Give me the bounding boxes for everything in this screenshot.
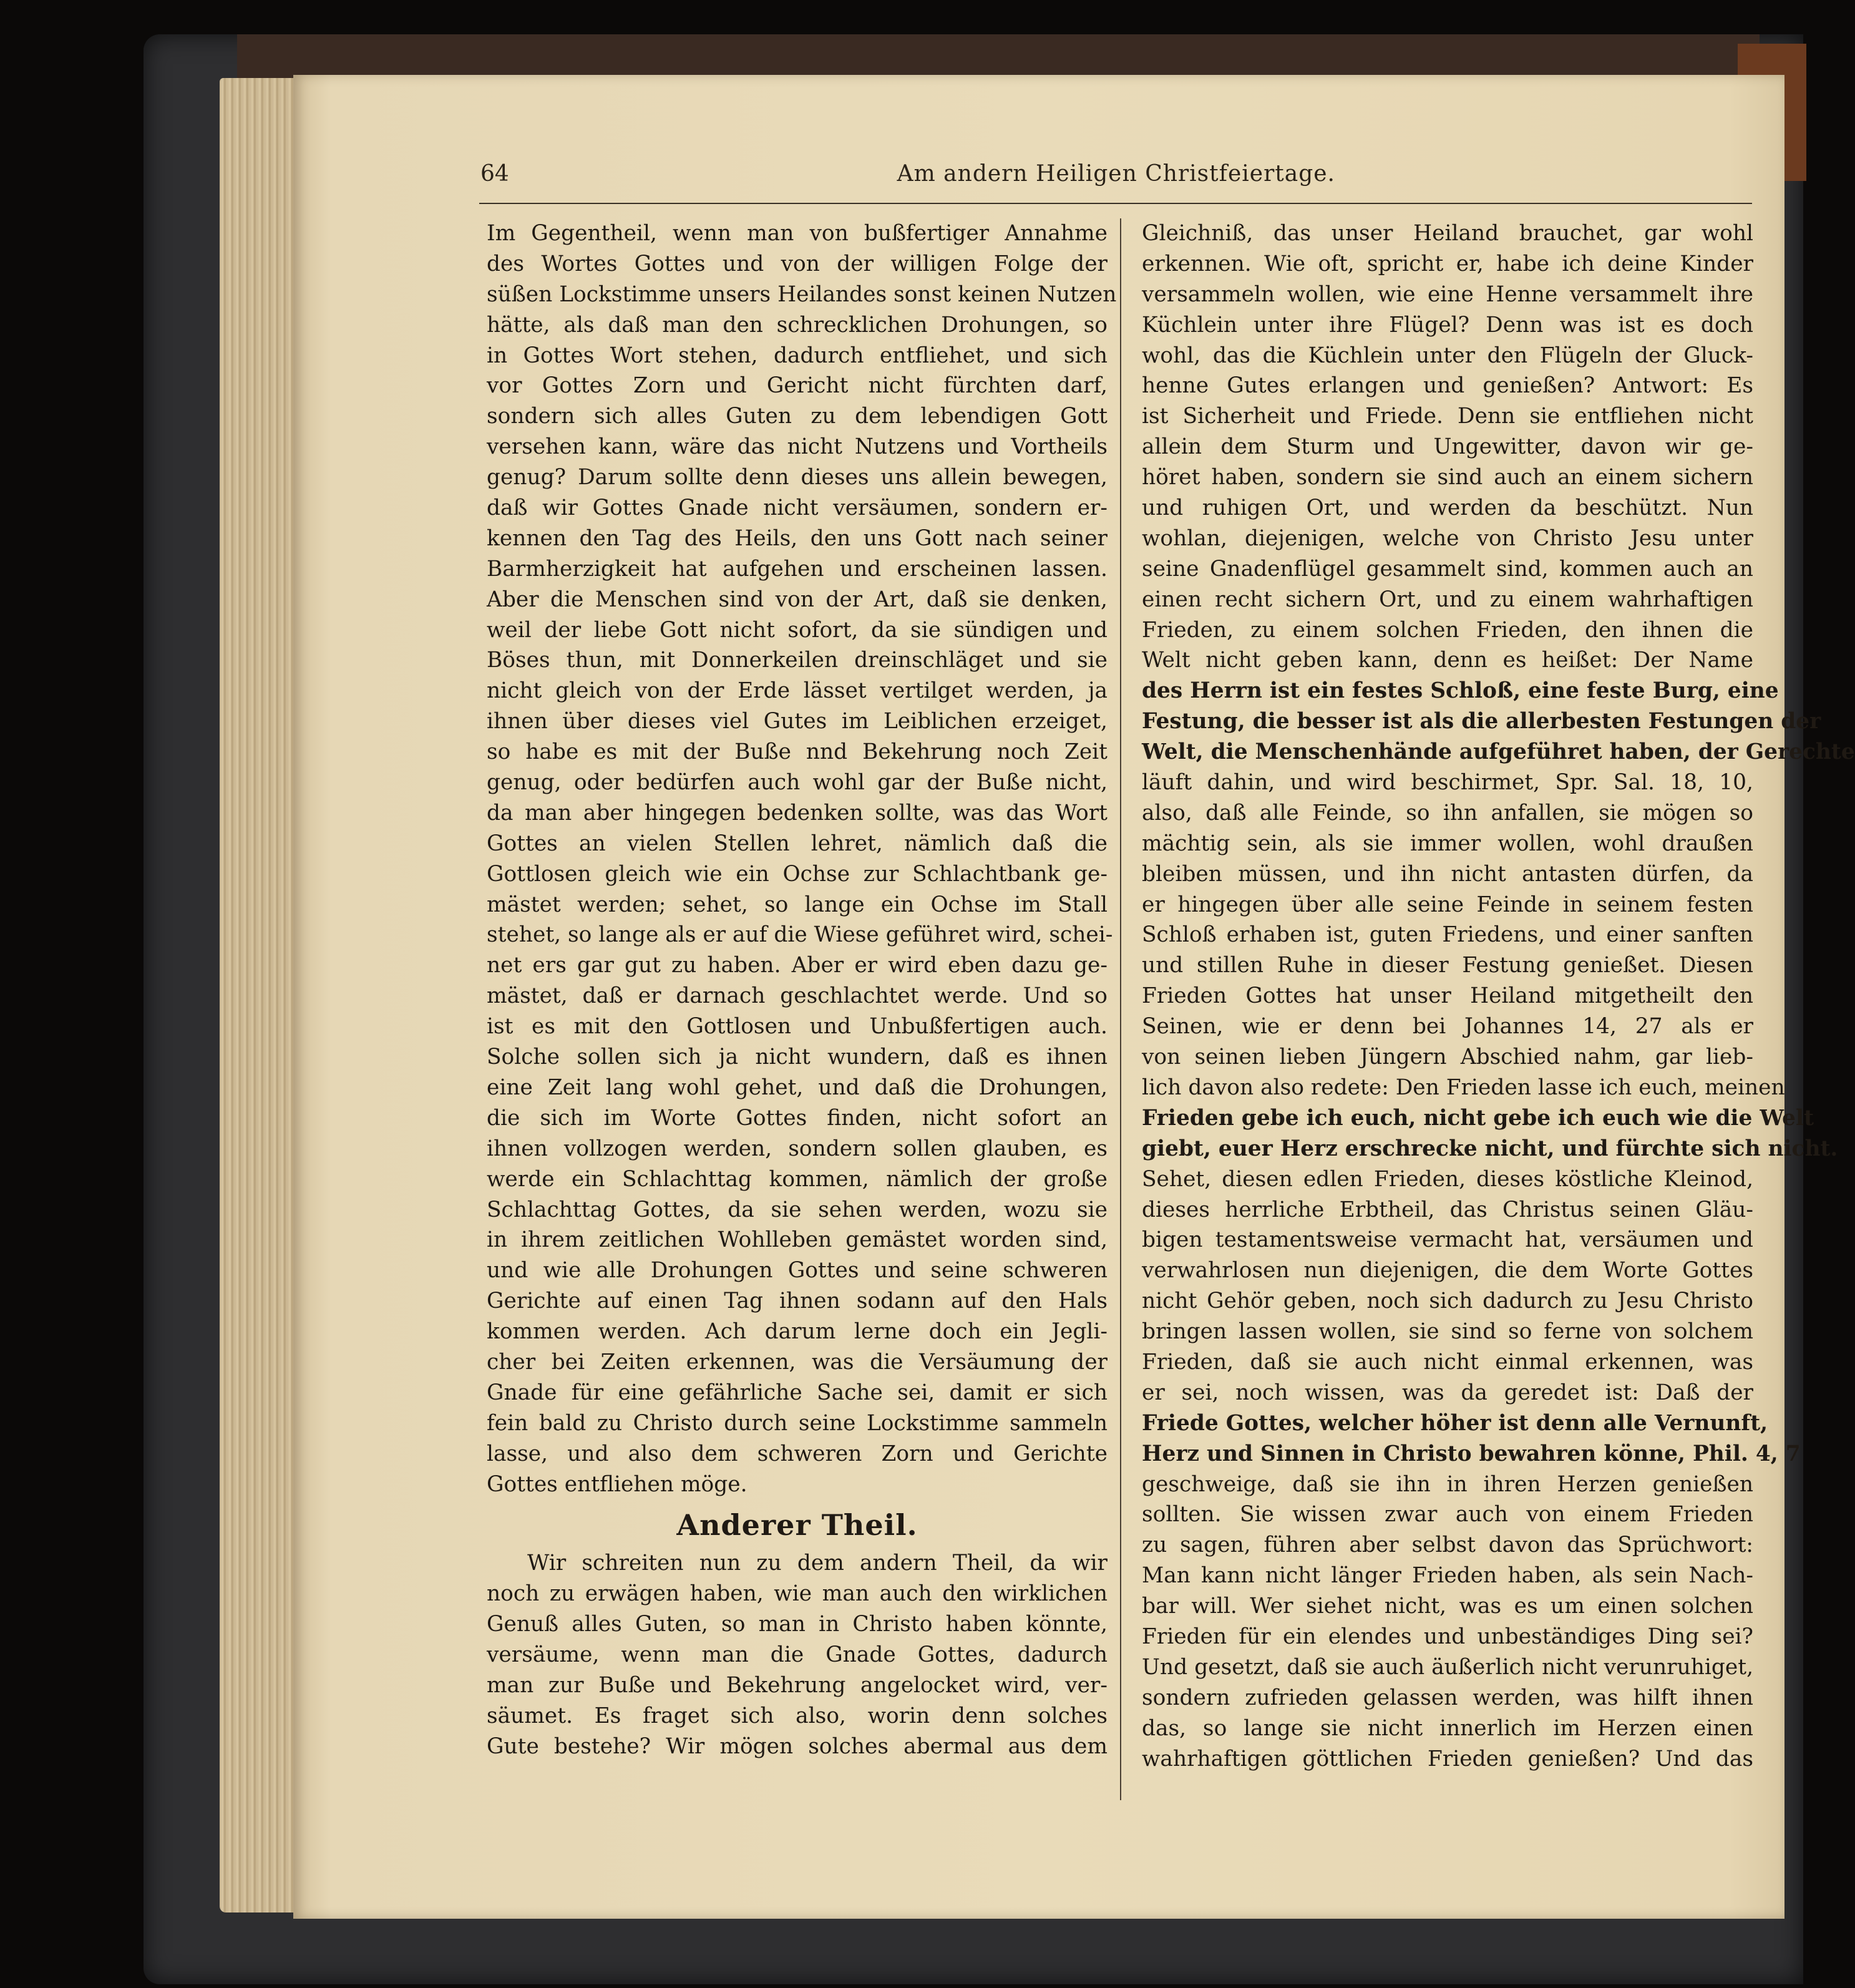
text-line: Gottes entfliehen möge. xyxy=(487,1471,747,1497)
text-line: Wir schreiten nun zu dem andern Theil, da wir xyxy=(527,1551,1108,1576)
text-line: Friede Gottes, welcher höher ist denn alle Vernunft, xyxy=(1142,1410,1768,1436)
text-line: ihnen vollzogen werden, sondern sollen glauben, es xyxy=(487,1136,1108,1161)
text-line: Gottlosen gleich wie ein Ochse zur Schlachtbank ge- xyxy=(487,861,1108,887)
text-line: versehen kann, wäre das nicht Nutzens und Vortheils xyxy=(487,434,1108,460)
text-line: das, so lange sie nicht innerlich im Herzen einen xyxy=(1142,1715,1753,1741)
text-line: da man aber hingegen bedenken sollte, was das Wort xyxy=(487,800,1108,826)
text-line: und wie alle Drohungen Gottes und seine schweren xyxy=(487,1258,1108,1284)
text-line: Schloß erhaben ist, guten Friedens, und einer sanften xyxy=(1142,922,1753,948)
text-line: giebt, euer Herz erschrecke nicht, und fürchte sich nicht. xyxy=(1142,1136,1838,1161)
text-line: in Gottes Wort stehen, dadurch entfliehet, und sich xyxy=(487,343,1108,368)
text-line: hätte, als daß man den schrecklichen Drohungen, so xyxy=(487,312,1108,338)
text-line: dieses herrliche Erbtheil, das Christus seinen Gläu- xyxy=(1142,1197,1753,1222)
text-line: läuft dahin, und wird beschirmet, Spr. Sal. 18, 10, xyxy=(1142,770,1753,796)
running-head xyxy=(480,161,1335,198)
header-rule xyxy=(479,203,1752,204)
text-line: eine Zeit lang wohl gehet, und daß die Drohungen, xyxy=(487,1074,1108,1100)
text-line: des Herrn ist ein festes Schloß, eine feste Burg, eine xyxy=(1142,678,1779,704)
text-line: Und gesetzt, daß sie auch äußerlich nicht verunruhiget, xyxy=(1142,1654,1753,1680)
text-line: Seinen, wie er denn bei Johannes 14, 27 als er xyxy=(1142,1014,1753,1040)
text-line: erkennen. Wie oft, spricht er, habe ich deine Kinder xyxy=(1142,251,1753,276)
text-line: net ers gar gut zu haben. Aber er wird eben dazu ge- xyxy=(487,953,1108,978)
text-line: er sei, noch wissen, was da geredet ist: Daß der xyxy=(1142,1380,1753,1405)
text-line: stehet, so lange als er auf die Wiese geführet wird, schei- xyxy=(487,922,1113,948)
text-line: Böses thun, mit Donnerkeilen dreinschläget und sie xyxy=(487,648,1108,673)
section-heading: Anderer Theil. xyxy=(676,1508,918,1542)
text-line: Gottes an vielen Stellen lehret, nämlich daß die xyxy=(487,831,1108,856)
left-column-text-after-heading xyxy=(487,1548,1108,1761)
text-line: man zur Buße und Bekehrung angelocket wird, ver- xyxy=(487,1672,1108,1698)
text-line: wohlan, diejenigen, welche von Christo Jesu unter xyxy=(1142,525,1753,551)
text-line: lich davon also redete: Den Frieden lasse ich euch, meinen xyxy=(1142,1074,1785,1100)
text-line: Festung, die besser ist als die allerbesten Festungen der xyxy=(1142,709,1821,734)
text-line: in ihrem zeitlichen Wohlleben gemästet worden sind, xyxy=(487,1227,1108,1253)
text-line: die sich im Worte Gottes finden, nicht sofort an xyxy=(487,1105,1108,1131)
text-line: Solche sollen sich ja nicht wundern, daß es ihnen xyxy=(487,1045,1108,1070)
text-line: er hingegen über alle seine Feinde in seinem festen xyxy=(1142,892,1753,917)
text-line: nicht Gehör geben, noch sich dadurch zu Jesu Christo xyxy=(1142,1289,1753,1314)
text-line: Frieden, daß sie auch nicht einmal erkennen, was xyxy=(1142,1349,1753,1375)
text-line: mästet, daß er darnach geschlachtet werde. Und so xyxy=(487,983,1108,1009)
text-line: bleiben müssen, und ihn nicht antasten dürfen, da xyxy=(1142,861,1753,887)
text-line: des Wortes Gottes und von der willigen Folge der xyxy=(487,251,1108,276)
text-line: versammeln wollen, wie eine Henne versammelt ihre xyxy=(1142,281,1753,307)
text-line: wohl, das die Küchlein unter den Flügeln der Gluck- xyxy=(1142,343,1753,368)
text-line: henne Gutes erlangen und genießen? Antwort: Es xyxy=(1142,373,1753,399)
text-line: fein bald zu Christo durch seine Lockstimme sammeln xyxy=(487,1410,1108,1436)
text-line: cher bei Zeiten erkennen, was die Versäumung der xyxy=(487,1349,1108,1375)
text-line: Im Gegentheil, wenn man von bußfertiger Annahme xyxy=(487,221,1108,246)
text-line: lasse, und also dem schweren Zorn und Gerichte xyxy=(487,1441,1108,1466)
running-title: Am andern Heiligen Christfeiertage. xyxy=(897,161,1335,187)
text-line: wahrhaftigen göttlichen Frieden genießen? Und das xyxy=(1142,1746,1753,1771)
right-column xyxy=(1142,218,1855,1774)
text-line: mästet werden; sehet, so lange ein Ochse im Stall xyxy=(487,892,1108,917)
text-line: und stillen Ruhe in dieser Festung genießet. Diesen xyxy=(1142,953,1753,978)
text-line: und ruhigen Ort, und werden da beschützt. Nun xyxy=(1142,495,1753,521)
text-line: mächtig sein, als sie immer wollen, wohl draußen xyxy=(1142,831,1753,856)
text-line: genug, oder bedürfen auch wohl gar der Buße nicht, xyxy=(487,770,1108,796)
text-line: bringen lassen wollen, sie sind so ferne von solchem xyxy=(1142,1319,1753,1345)
text-line: ist es mit den Gottlosen und Unbußfertigen auch. xyxy=(487,1014,1108,1040)
left-column-text-before-heading xyxy=(487,218,1117,1499)
text-line: säumet. Es fraget sich also, worin denn solches xyxy=(487,1703,1108,1728)
text-line: werde ein Schlachttag kommen, nämlich der große xyxy=(487,1166,1108,1192)
text-line: daß wir Gottes Gnade nicht versäumen, sondern er- xyxy=(487,495,1108,521)
text-line: Herz und Sinnen in Christo bewahren könne, Phil. 4, 7 xyxy=(1142,1441,1801,1466)
text-line: seine Gnadenflügel gesammelt sind, kommen auch an xyxy=(1142,556,1753,582)
text-line: allein dem Sturm und Ungewitter, davon wir ge- xyxy=(1142,434,1753,460)
text-line: so habe es mit der Buße nnd Bekehrung noch Zeit xyxy=(487,739,1108,765)
text-line: genug? Darum sollte denn dieses uns allein bewegen, xyxy=(487,465,1108,490)
text-line: nicht gleich von der Erde lässet vertilget werden, ja xyxy=(487,678,1108,704)
left-column xyxy=(487,218,1117,1762)
text-line: Frieden für ein elendes und unbeständiges Ding sei? xyxy=(1142,1624,1753,1649)
book-cover-top-edge xyxy=(237,34,1760,78)
text-line: Gute bestehe? Wir mögen solches abermal aus dem xyxy=(487,1733,1108,1759)
text-line: sondern zufrieden gelassen werden, was hilft ihnen xyxy=(1142,1685,1753,1710)
text-line: sollten. Sie wissen zwar auch von einem Frieden xyxy=(1142,1502,1753,1528)
text-line: noch zu erwägen haben, wie man auch den wirklichen xyxy=(487,1581,1108,1607)
text-line: bigen testamentsweise vermacht hat, versäumen und xyxy=(1142,1227,1753,1253)
text-line: Frieden gebe ich euch, nicht gebe ich euch wie die Welt xyxy=(1142,1105,1814,1131)
text-line: von seinen lieben Jüngern Abschied nahm, gar lieb- xyxy=(1142,1045,1753,1070)
text-line: Gnade für eine gefährliche Sache sei, damit er sich xyxy=(487,1380,1108,1405)
text-line: Gleichniß, das unser Heiland brauchet, gar wohl xyxy=(1142,221,1753,246)
text-line: Genuß alles Guten, so man in Christo haben könnte, xyxy=(487,1612,1108,1637)
text-line: geschweige, daß sie ihn in ihren Herzen genießen xyxy=(1142,1471,1753,1497)
text-line: Man kann nicht länger Frieden haben, als sein Nach- xyxy=(1142,1563,1753,1589)
text-line: sondern sich alles Guten zu dem lebendigen Gott xyxy=(487,404,1108,429)
text-line: ihnen über dieses viel Gutes im Leiblichen erzeiget, xyxy=(487,709,1108,734)
page-number: 64 xyxy=(480,161,509,187)
text-line: Frieden Gottes hat unser Heiland mitgetheilt den xyxy=(1142,983,1753,1009)
text-line: einen recht sichern Ort, und zu einem wahrhaftigen xyxy=(1142,587,1753,612)
text-line: Aber die Menschen sind von der Art, daß sie denken, xyxy=(487,587,1108,612)
text-line: zu sagen, führen aber selbst davon das Sprüchwort: xyxy=(1142,1532,1753,1558)
text-line: vor Gottes Zorn und Gericht nicht fürchten darf, xyxy=(487,373,1108,399)
text-line: versäume, wenn man die Gnade Gottes, dadurch xyxy=(487,1642,1108,1668)
text-line: also, daß alle Feinde, so ihn anfallen, sie mögen so xyxy=(1142,800,1753,826)
text-line: Küchlein unter ihre Flügel? Denn was ist es doch xyxy=(1142,312,1753,338)
text-line: Welt nicht geben kann, denn es heißet: Der Name xyxy=(1142,648,1753,673)
text-line: kommen werden. Ach darum lerne doch ein Jegli- xyxy=(487,1319,1108,1345)
text-line: süßen Lockstimme unsers Heilandes sonst keinen Nutzen xyxy=(487,281,1117,307)
text-line: Welt, die Menschenhände aufgeführet haben, der Gerechte xyxy=(1142,739,1855,765)
text-line: Frieden, zu einem solchen Frieden, den ihnen die xyxy=(1142,617,1753,643)
text-line: verwahrlosen nun diejenigen, die dem Worte Gottes xyxy=(1142,1258,1753,1284)
column-divider xyxy=(1120,218,1121,1800)
text-line: Gerichte auf einen Tag ihnen sodann auf den Hals xyxy=(487,1289,1108,1314)
text-line: kennen den Tag des Heils, den uns Gott nach seiner xyxy=(487,525,1108,551)
text-line: Schlachttag Gottes, da sie sehen werden, wozu sie xyxy=(487,1197,1108,1222)
text-line: Barmherzigkeit hat aufgehen und erscheinen lassen. xyxy=(487,556,1108,582)
text-line: Sehet, diesen edlen Frieden, dieses köstliche Kleinod, xyxy=(1142,1166,1753,1192)
text-line: ist Sicherheit und Friede. Denn sie entfliehen nicht xyxy=(1142,404,1753,429)
text-line: weil der liebe Gott nicht sofort, da sie sündigen und xyxy=(487,617,1108,643)
text-line: höret haben, sondern sie sind auch an einem sichern xyxy=(1142,465,1753,490)
right-column-text xyxy=(1142,218,1855,1774)
text-line: bar will. Wer siehet nicht, was es um einen solchen xyxy=(1142,1594,1753,1619)
